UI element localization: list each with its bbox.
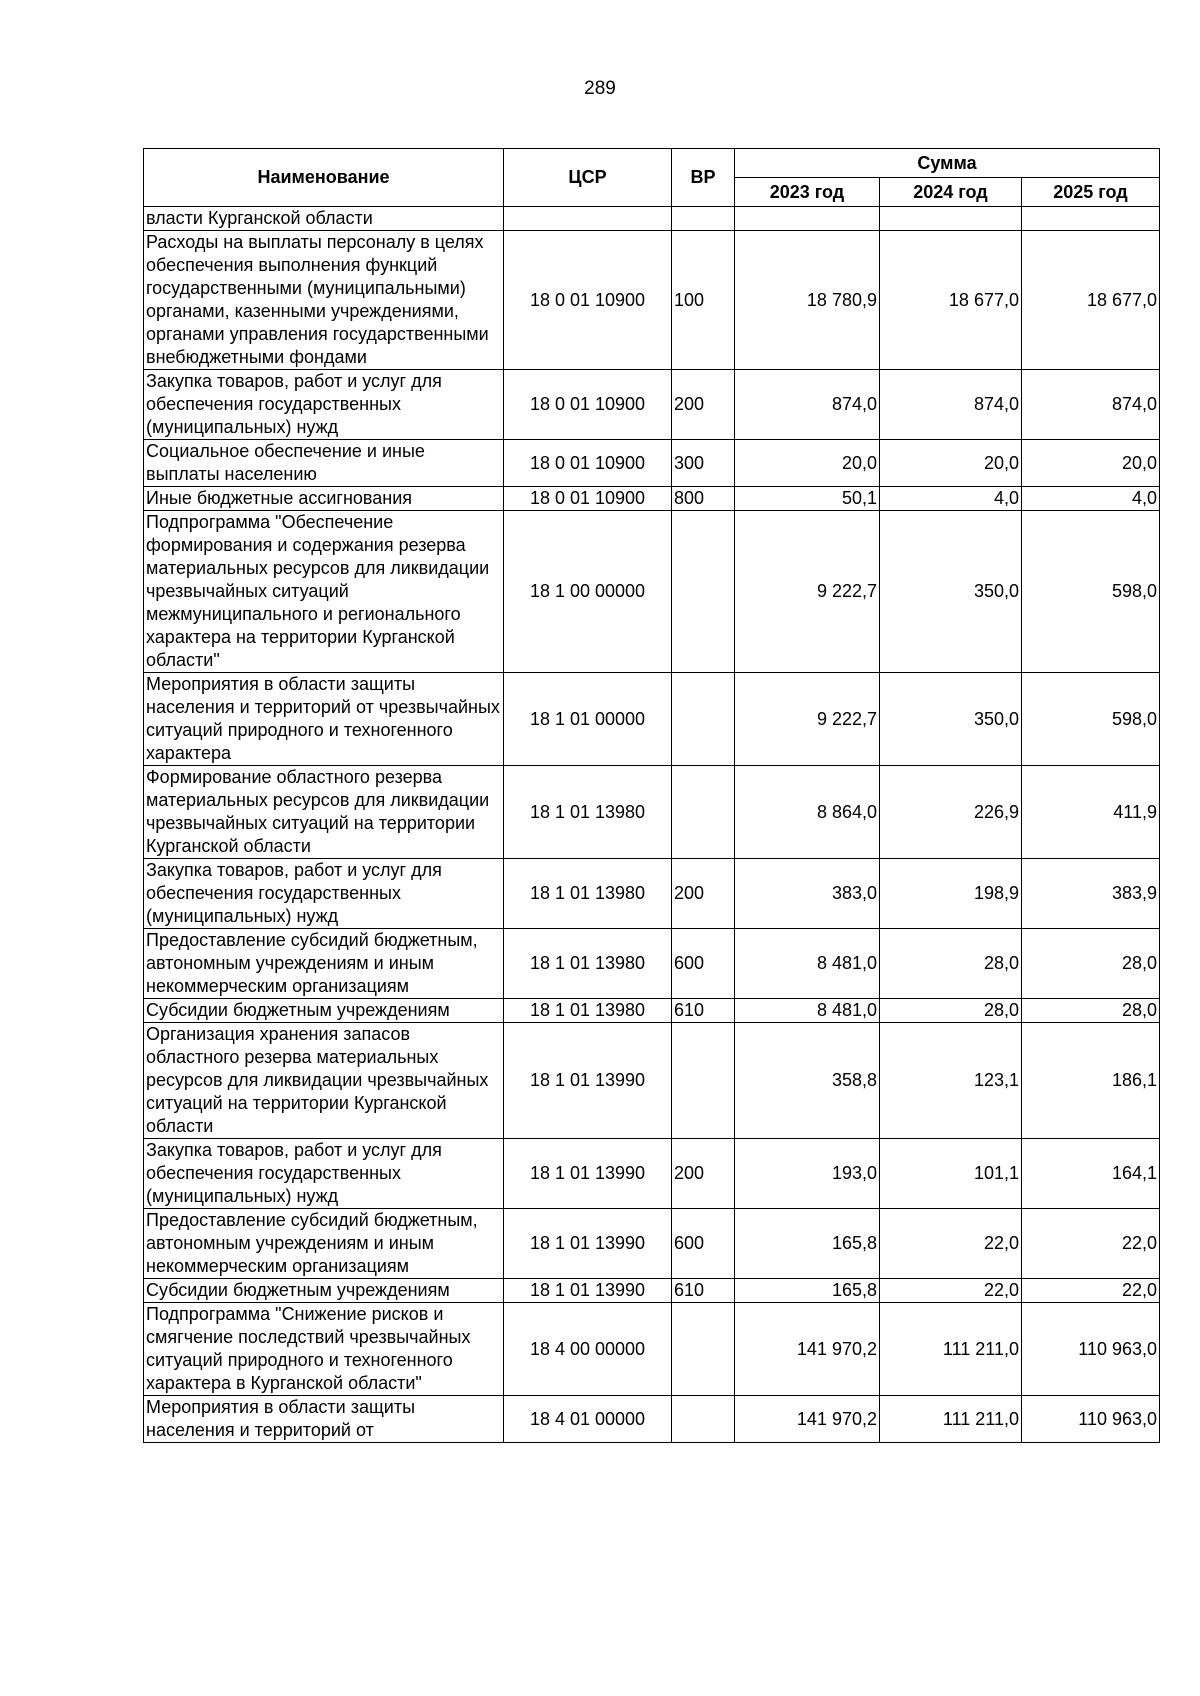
row-vr: 200 [672, 859, 735, 929]
row-name: Мероприятия в области защиты населения и территорий от [144, 1396, 504, 1443]
row-amount-2023: 8 864,0 [735, 766, 880, 859]
header-year-2025: 2025 год [1022, 178, 1160, 207]
table-row [144, 1303, 1160, 1396]
row-csr: 18 1 01 13980 [504, 859, 672, 929]
row-csr: 18 1 00 00000 [504, 511, 672, 673]
row-name: Социальное обеспечение и иные выплаты населению [144, 440, 504, 487]
row-amount-2023: 165,8 [735, 1279, 880, 1303]
table-row [144, 370, 1160, 440]
row-csr: 18 0 01 10900 [504, 370, 672, 440]
row-name: Подпрограмма "Снижение рисков и смягчение последствий чрезвычайных ситуаций природного и техногенного характера в Курганской области" [144, 1303, 504, 1396]
row-vr [672, 1303, 735, 1396]
table-body [144, 207, 1160, 1443]
row-name: Предоставление субсидий бюджетным, автономным учреждениям и иным некоммерческим организациям [144, 1209, 504, 1279]
table-row [144, 1396, 1160, 1443]
row-csr: 18 0 01 10900 [504, 231, 672, 370]
row-csr: 18 1 01 13990 [504, 1209, 672, 1279]
row-amount-2025 [1022, 207, 1160, 231]
row-csr: 18 1 01 13990 [504, 1023, 672, 1139]
row-amount-2025: 598,0 [1022, 511, 1160, 673]
row-amount-2024: 123,1 [880, 1023, 1022, 1139]
row-amount-2023: 141 970,2 [735, 1303, 880, 1396]
row-amount-2023: 193,0 [735, 1139, 880, 1209]
row-vr: 610 [672, 1279, 735, 1303]
row-amount-2024: 22,0 [880, 1279, 1022, 1303]
page-number: 289 [584, 78, 616, 99]
row-csr: 18 1 01 13990 [504, 1279, 672, 1303]
table-row [144, 929, 1160, 999]
row-csr: 18 1 01 13990 [504, 1139, 672, 1209]
table-row [144, 1279, 1160, 1303]
row-amount-2023 [735, 207, 880, 231]
row-name: Закупка товаров, работ и услуг для обеспечения государственных (муниципальных) нужд [144, 1139, 504, 1209]
table-row [144, 999, 1160, 1023]
row-name: Субсидии бюджетным учреждениям [144, 999, 504, 1023]
table-row [144, 1139, 1160, 1209]
header-vr: ВР [672, 149, 735, 207]
row-amount-2023: 8 481,0 [735, 999, 880, 1023]
row-amount-2023: 165,8 [735, 1209, 880, 1279]
row-amount-2023: 141 970,2 [735, 1396, 880, 1443]
table-row [144, 231, 1160, 370]
budget-table [143, 148, 1160, 1443]
table-row [144, 511, 1160, 673]
row-amount-2025: 18 677,0 [1022, 231, 1160, 370]
row-csr: 18 1 01 13980 [504, 999, 672, 1023]
row-amount-2024: 101,1 [880, 1139, 1022, 1209]
row-amount-2024: 22,0 [880, 1209, 1022, 1279]
header-year-2023: 2023 год [735, 178, 880, 207]
row-csr: 18 4 00 00000 [504, 1303, 672, 1396]
row-name: Субсидии бюджетным учреждениям [144, 1279, 504, 1303]
row-amount-2025: 28,0 [1022, 929, 1160, 999]
row-amount-2025: 22,0 [1022, 1279, 1160, 1303]
row-amount-2024: 28,0 [880, 999, 1022, 1023]
row-vr [672, 207, 735, 231]
header-csr: ЦСР [504, 149, 672, 207]
row-amount-2023: 9 222,7 [735, 673, 880, 766]
row-name: Формирование областного резерва материальных ресурсов для ликвидации чрезвычайных ситуаций на территории Курганской области [144, 766, 504, 859]
row-amount-2023: 874,0 [735, 370, 880, 440]
table-row [144, 207, 1160, 231]
row-amount-2025: 22,0 [1022, 1209, 1160, 1279]
row-amount-2023: 383,0 [735, 859, 880, 929]
row-amount-2024: 28,0 [880, 929, 1022, 999]
row-vr: 200 [672, 370, 735, 440]
row-csr: 18 1 01 13980 [504, 766, 672, 859]
row-csr: 18 4 01 00000 [504, 1396, 672, 1443]
row-amount-2023: 18 780,9 [735, 231, 880, 370]
row-vr: 200 [672, 1139, 735, 1209]
header-year-2024: 2024 год [880, 178, 1022, 207]
table-row [144, 673, 1160, 766]
table-row [144, 487, 1160, 511]
row-vr [672, 1396, 735, 1443]
header-name: Наименование [144, 149, 504, 207]
row-name: Мероприятия в области защиты населения и территорий от чрезвычайных ситуаций природного и техногенного характера [144, 673, 504, 766]
row-amount-2024 [880, 207, 1022, 231]
row-amount-2025: 411,9 [1022, 766, 1160, 859]
row-vr [672, 766, 735, 859]
row-name: Организация хранения запасов областного резерва материальных ресурсов для ликвидации чрезвычайных ситуаций на территории Курганской области [144, 1023, 504, 1139]
table-header [144, 149, 1160, 207]
row-amount-2025: 28,0 [1022, 999, 1160, 1023]
row-vr [672, 673, 735, 766]
row-amount-2024: 111 211,0 [880, 1303, 1022, 1396]
row-amount-2025: 874,0 [1022, 370, 1160, 440]
row-amount-2023: 9 222,7 [735, 511, 880, 673]
row-amount-2023: 20,0 [735, 440, 880, 487]
row-amount-2024: 4,0 [880, 487, 1022, 511]
row-vr: 600 [672, 929, 735, 999]
row-amount-2024: 226,9 [880, 766, 1022, 859]
row-amount-2025: 110 963,0 [1022, 1396, 1160, 1443]
row-name: Иные бюджетные ассигнования [144, 487, 504, 511]
header-sum: Сумма [735, 149, 1160, 178]
row-amount-2024: 874,0 [880, 370, 1022, 440]
row-csr: 18 0 01 10900 [504, 487, 672, 511]
row-amount-2025: 20,0 [1022, 440, 1160, 487]
row-amount-2025: 4,0 [1022, 487, 1160, 511]
row-name: власти Курганской области [144, 207, 504, 231]
row-vr [672, 1023, 735, 1139]
row-name: Предоставление субсидий бюджетным, автономным учреждениям и иным некоммерческим организациям [144, 929, 504, 999]
row-amount-2024: 198,9 [880, 859, 1022, 929]
row-amount-2023: 8 481,0 [735, 929, 880, 999]
table-row [144, 440, 1160, 487]
row-vr: 800 [672, 487, 735, 511]
row-vr: 610 [672, 999, 735, 1023]
row-amount-2025: 383,9 [1022, 859, 1160, 929]
row-vr: 300 [672, 440, 735, 487]
row-amount-2023: 50,1 [735, 487, 880, 511]
row-vr: 100 [672, 231, 735, 370]
row-amount-2024: 20,0 [880, 440, 1022, 487]
row-csr: 18 1 01 13980 [504, 929, 672, 999]
table-row [144, 766, 1160, 859]
row-csr [504, 207, 672, 231]
row-amount-2025: 110 963,0 [1022, 1303, 1160, 1396]
row-amount-2024: 350,0 [880, 673, 1022, 766]
row-vr: 600 [672, 1209, 735, 1279]
row-amount-2024: 350,0 [880, 511, 1022, 673]
row-csr: 18 1 01 00000 [504, 673, 672, 766]
row-name: Подпрограмма "Обеспечение формирования и содержания резерва материальных ресурсов для ликвидации чрезвычайных ситуаций межмуниципального и регионального характера на территории Курганской области" [144, 511, 504, 673]
row-amount-2025: 186,1 [1022, 1023, 1160, 1139]
row-amount-2023: 358,8 [735, 1023, 880, 1139]
row-name: Закупка товаров, работ и услуг для обеспечения государственных (муниципальных) нужд [144, 370, 504, 440]
row-csr: 18 0 01 10900 [504, 440, 672, 487]
row-vr [672, 511, 735, 673]
table-row [144, 1023, 1160, 1139]
table-row [144, 859, 1160, 929]
row-amount-2025: 598,0 [1022, 673, 1160, 766]
table-row [144, 1209, 1160, 1279]
row-amount-2024: 18 677,0 [880, 231, 1022, 370]
row-amount-2024: 111 211,0 [880, 1396, 1022, 1443]
row-amount-2025: 164,1 [1022, 1139, 1160, 1209]
row-name: Закупка товаров, работ и услуг для обеспечения государственных (муниципальных) нужд [144, 859, 504, 929]
row-name: Расходы на выплаты персоналу в целях обеспечения выполнения функций государственными (муниципальными) органами, казенными учреждениями, органами управления государственными внебюджетными фондами [144, 231, 504, 370]
